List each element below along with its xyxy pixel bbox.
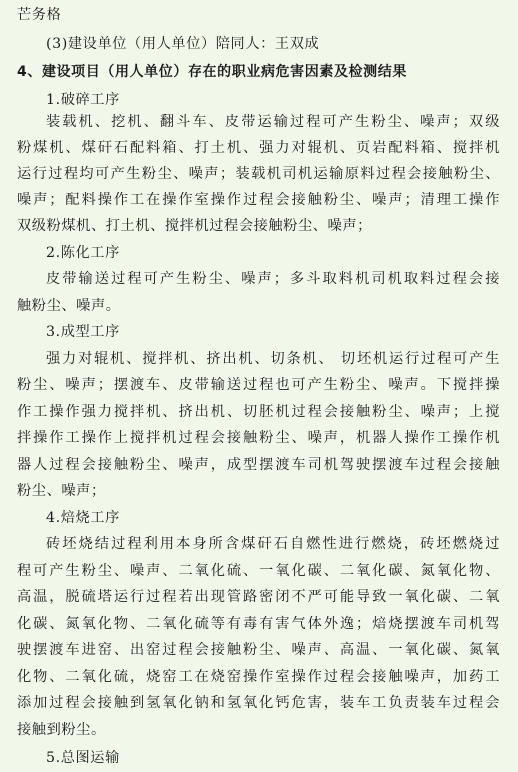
paragraph-line: 粉尘、噪声；摆渡车、皮带输送过程也可产生粉尘、噪声。下搅拌操 <box>17 377 500 393</box>
paragraph-line: 粉尘、噪声； <box>17 483 106 499</box>
subsection-heading-transport: 5.总图运输 <box>46 750 120 766</box>
subsection-heading-firing: 4.焙烧工序 <box>46 510 120 526</box>
paragraph-line: 粉煤机、煤矸石配料箱、打土机、强力对辊机、页岩配料箱、搅拌机 <box>17 140 500 156</box>
subsection-heading-crushing: 1.破碎工序 <box>46 92 120 108</box>
paragraph-line: 拌操作工操作上搅拌机过程会接触粉尘、噪声，机器人操作工操作机 <box>17 430 500 446</box>
paragraph-line: 噪声；配料操作工在操作室操作过程会接触粉尘、噪声；清理工操作 <box>17 192 500 208</box>
paragraph-line: 作工操作强力搅拌机、挤出机、切胚机过程会接触粉尘、噪声；上搅 <box>17 404 500 420</box>
paragraph-line: 砖坯烧结过程利用本身所含煤矸石自燃性进行燃烧，砖坯燃烧过 <box>46 536 500 552</box>
paragraph-line: 化碳、氮氧化物、二氧化硫等有毒有害气体外逸；焙烧摆渡车司机驾 <box>17 616 500 632</box>
paragraph-line: 高温，脱硫塔运行过程若出现管路密闭不严可能导致一氧化碳、二氧 <box>17 589 500 605</box>
paragraph-line: 双级粉煤机、打土机、搅拌机过程会接触粉尘、噪声； <box>17 218 372 234</box>
paragraph-line: 化物、二氧化硫，烧窑工在烧窑操作室操作过程会接触噪声，加药工 <box>17 669 500 685</box>
section-heading: 4、建设项目（用人单位）存在的职业病危害因素及检测结果 <box>17 64 407 80</box>
paragraph-line: 装载机、挖机、翻斗车、皮带运输过程可产生粉尘、噪声；双级 <box>46 114 500 130</box>
subsection-heading-forming: 3.成型工序 <box>46 324 120 340</box>
subsection-heading-aging: 2.陈化工序 <box>46 245 120 261</box>
paragraph-line: 添加过程会接触到氢氧化钠和氢氧化钙危害，装车工负责装车过程会 <box>17 695 500 711</box>
paragraph-line: 接触到粉尘。 <box>17 722 106 738</box>
paragraph-line: 触粉尘、噪声。 <box>17 298 121 314</box>
paragraph-line: 器人过程会接触粉尘、噪声，成型摆渡车司机驾驶摆渡车过程会接触 <box>17 457 500 473</box>
text-line-escort: (3)建设单位（用人单位）陪同人：王双成 <box>46 36 320 52</box>
paragraph-line: 皮带输送过程可产生粉尘、噪声；多斗取料机司机取料过程会接 <box>46 271 500 287</box>
paragraph-line: 驶摆渡车进窑、出窑过程会接触粉尘、噪声、高温、一氧化碳、氮氧 <box>17 642 500 658</box>
paragraph-line: 强力对辊机、搅拌机、挤出机、切条机、 切坯机运行过程可产生 <box>46 351 500 367</box>
paragraph-line: 程可产生粉尘、噪声、二氧化硫、一氧化碳、二氧化碳、氮氧化物、 <box>17 563 500 579</box>
text-line-continuation: 芒务格 <box>17 7 62 23</box>
paragraph-line: 运行过程均可产生粉尘、噪声；装载机司机运输原料过程会接触粉尘、 <box>17 166 500 182</box>
